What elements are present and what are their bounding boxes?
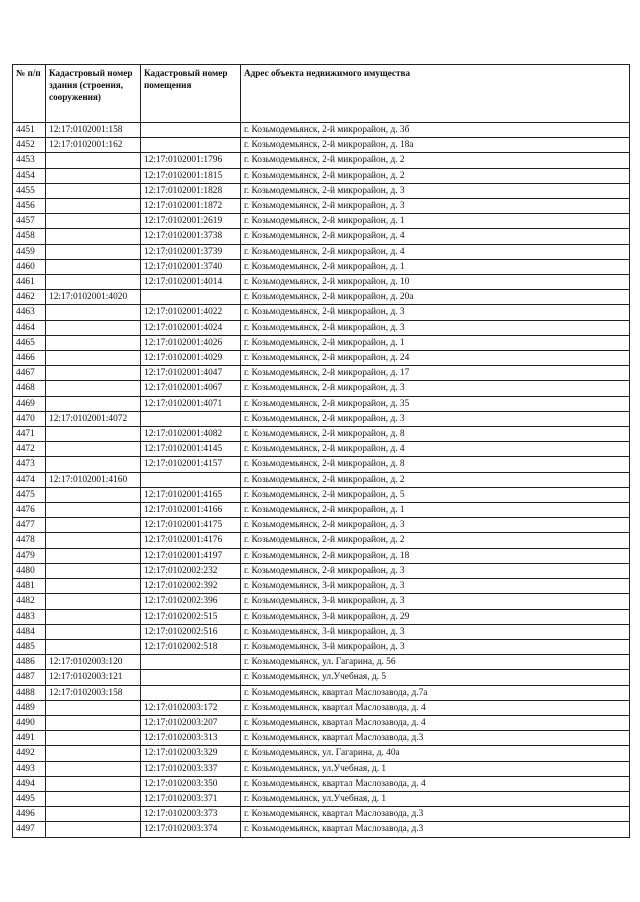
building-cadastral-number: [46, 381, 141, 396]
address: г. Козьмодемьянск, 2-й микрорайон, д. 1: [241, 259, 630, 274]
row-number: 4472: [13, 442, 46, 457]
address: г. Козьмодемьянск, квартал Маслозавода, д.7а: [241, 685, 630, 700]
table-row: [13, 761, 630, 776]
row-number: 4470: [13, 411, 46, 426]
room-cadastral-number: 12:17:0102001:1815: [141, 168, 241, 183]
row-number: 4475: [13, 487, 46, 502]
table-row: [13, 442, 630, 457]
row-number: 4456: [13, 199, 46, 214]
table-row: [13, 715, 630, 730]
address: г. Козьмодемьянск, 2-й микрорайон, д. 18: [241, 548, 630, 563]
building-cadastral-number: [46, 731, 141, 746]
header-row: [13, 65, 630, 123]
row-number: 4489: [13, 700, 46, 715]
address: г. Козьмодемьянск, 2-й микрорайон, д. 4: [241, 229, 630, 244]
table-row: [13, 548, 630, 563]
address: г. Козьмодемьянск, 2-й микрорайон, д. 24: [241, 351, 630, 366]
room-cadastral-number: [141, 123, 241, 138]
building-cadastral-number: [46, 259, 141, 274]
row-number: 4466: [13, 351, 46, 366]
building-cadastral-number: [46, 244, 141, 259]
building-cadastral-number: [46, 503, 141, 518]
room-cadastral-number: 12:17:0102002:515: [141, 609, 241, 624]
building-cadastral-number: [46, 822, 141, 837]
building-cadastral-number: [46, 563, 141, 578]
building-cadastral-number: [46, 746, 141, 761]
address: г. Козьмодемьянск, 2-й микрорайон, д. 18а: [241, 138, 630, 153]
room-cadastral-number: 12:17:0102001:4176: [141, 533, 241, 548]
address: г. Козьмодемьянск, квартал Маслозавода, д.3: [241, 807, 630, 822]
building-cadastral-number: [46, 199, 141, 214]
building-cadastral-number: [46, 229, 141, 244]
row-number: 4454: [13, 168, 46, 183]
address: г. Козьмодемьянск, 3-й микрорайон, д. 3: [241, 594, 630, 609]
document-page: [12, 64, 630, 838]
building-cadastral-number: [46, 700, 141, 715]
row-number: 4495: [13, 791, 46, 806]
header-room-cadastral: Кадастровый номер помещения: [141, 65, 241, 123]
row-number: 4476: [13, 503, 46, 518]
building-cadastral-number: [46, 487, 141, 502]
room-cadastral-number: [141, 138, 241, 153]
building-cadastral-number: [46, 639, 141, 654]
row-number: 4452: [13, 138, 46, 153]
building-cadastral-number: [46, 761, 141, 776]
table-row: [13, 563, 630, 578]
building-cadastral-number: [46, 457, 141, 472]
room-cadastral-number: 12:17:0102001:4029: [141, 351, 241, 366]
building-cadastral-number: [46, 518, 141, 533]
address: г. Козьмодемьянск, 2-й микрорайон, д. 35: [241, 396, 630, 411]
address: г. Козьмодемьянск, 2-й микрорайон, д. 3: [241, 411, 630, 426]
room-cadastral-number: 12:17:0102001:1796: [141, 153, 241, 168]
table-row: [13, 776, 630, 791]
room-cadastral-number: 12:17:0102001:3739: [141, 244, 241, 259]
table-row: [13, 791, 630, 806]
room-cadastral-number: 12:17:0102003:373: [141, 807, 241, 822]
table-row: [13, 275, 630, 290]
row-number: 4458: [13, 229, 46, 244]
address: г. Козьмодемьянск, 2-й микрорайон, д. 3: [241, 518, 630, 533]
table-row: [13, 731, 630, 746]
room-cadastral-number: 12:17:0102001:4047: [141, 366, 241, 381]
room-cadastral-number: 12:17:0102001:4157: [141, 457, 241, 472]
room-cadastral-number: 12:17:0102003:374: [141, 822, 241, 837]
row-number: 4485: [13, 639, 46, 654]
row-number: 4465: [13, 335, 46, 350]
address: г. Козьмодемьянск, 2-й микрорайон, д. 8: [241, 457, 630, 472]
building-cadastral-number: [46, 366, 141, 381]
address: г. Козьмодемьянск, 2-й микрорайон, д. 4: [241, 244, 630, 259]
address: г. Козьмодемьянск, 2-й микрорайон, д. 4: [241, 442, 630, 457]
room-cadastral-number: 12:17:0102001:2619: [141, 214, 241, 229]
row-number: 4494: [13, 776, 46, 791]
table-row: [13, 199, 630, 214]
room-cadastral-number: 12:17:0102001:4067: [141, 381, 241, 396]
address: г. Козьмодемьянск, 2-й микрорайон, д. 3: [241, 320, 630, 335]
address: г. Козьмодемьянск, 2-й микрорайон, д. 1: [241, 503, 630, 518]
row-number: 4463: [13, 305, 46, 320]
address: г. Козьмодемьянск, ул.Учебная, д. 1: [241, 791, 630, 806]
row-number: 4461: [13, 275, 46, 290]
table-row: [13, 472, 630, 487]
table-header: [13, 65, 630, 123]
address: г. Козьмодемьянск, 2-й микрорайон, д. 2: [241, 168, 630, 183]
table-row: [13, 609, 630, 624]
room-cadastral-number: 12:17:0102001:1872: [141, 199, 241, 214]
room-cadastral-number: [141, 655, 241, 670]
building-cadastral-number: [46, 594, 141, 609]
address: г. Козьмодемьянск, 2-й микрорайон, д. 3: [241, 305, 630, 320]
building-cadastral-number: 12:17:0102001:4072: [46, 411, 141, 426]
table-row: [13, 396, 630, 411]
address: г. Козьмодемьянск, 2-й микрорайон, д. 3: [241, 563, 630, 578]
building-cadastral-number: [46, 168, 141, 183]
room-cadastral-number: 12:17:0102001:4197: [141, 548, 241, 563]
building-cadastral-number: [46, 183, 141, 198]
row-number: 4455: [13, 183, 46, 198]
building-cadastral-number: [46, 396, 141, 411]
table-row: [13, 259, 630, 274]
table-row: [13, 700, 630, 715]
building-cadastral-number: 12:17:0102003:120: [46, 655, 141, 670]
room-cadastral-number: 12:17:0102001:1828: [141, 183, 241, 198]
room-cadastral-number: [141, 685, 241, 700]
building-cadastral-number: [46, 153, 141, 168]
building-cadastral-number: [46, 335, 141, 350]
room-cadastral-number: 12:17:0102003:371: [141, 791, 241, 806]
room-cadastral-number: 12:17:0102001:4024: [141, 320, 241, 335]
building-cadastral-number: [46, 320, 141, 335]
table-row: [13, 427, 630, 442]
address: г. Козьмодемьянск, квартал Маслозавода, д. 4: [241, 715, 630, 730]
building-cadastral-number: 12:17:0102001:162: [46, 138, 141, 153]
building-cadastral-number: [46, 305, 141, 320]
table-row: [13, 655, 630, 670]
building-cadastral-number: [46, 533, 141, 548]
table-row: [13, 214, 630, 229]
building-cadastral-number: [46, 807, 141, 822]
room-cadastral-number: [141, 411, 241, 426]
row-number: 4478: [13, 533, 46, 548]
room-cadastral-number: 12:17:0102001:4166: [141, 503, 241, 518]
row-number: 4473: [13, 457, 46, 472]
row-number: 4483: [13, 609, 46, 624]
row-number: 4493: [13, 761, 46, 776]
room-cadastral-number: [141, 290, 241, 305]
address: г. Козьмодемьянск, 2-й микрорайон, д. 1: [241, 335, 630, 350]
building-cadastral-number: 12:17:0102001:4020: [46, 290, 141, 305]
table-row: [13, 183, 630, 198]
row-number: 4487: [13, 670, 46, 685]
row-number: 4453: [13, 153, 46, 168]
address: г. Козьмодемьянск, 2-й микрорайон, д. 1: [241, 214, 630, 229]
building-cadastral-number: [46, 791, 141, 806]
row-number: 4462: [13, 290, 46, 305]
row-number: 4488: [13, 685, 46, 700]
room-cadastral-number: 12:17:0102003:350: [141, 776, 241, 791]
room-cadastral-number: 12:17:0102002:396: [141, 594, 241, 609]
row-number: 4492: [13, 746, 46, 761]
address: г. Козьмодемьянск, ул.Учебная, д. 5: [241, 670, 630, 685]
table-row: [13, 168, 630, 183]
room-cadastral-number: 12:17:0102001:3738: [141, 229, 241, 244]
table-row: [13, 579, 630, 594]
table-body: [13, 123, 630, 838]
address: г. Козьмодемьянск, 2-й микрорайон, д. 2: [241, 533, 630, 548]
table-row: [13, 670, 630, 685]
room-cadastral-number: 12:17:0102003:337: [141, 761, 241, 776]
table-row: [13, 138, 630, 153]
building-cadastral-number: 12:17:0102003:158: [46, 685, 141, 700]
building-cadastral-number: [46, 715, 141, 730]
address: г. Козьмодемьянск, 2-й микрорайон, д. 17: [241, 366, 630, 381]
address: г. Козьмодемьянск, квартал Маслозавода, д. 4: [241, 700, 630, 715]
table-row: [13, 822, 630, 837]
room-cadastral-number: 12:17:0102003:172: [141, 700, 241, 715]
header-address: Адрес объекта недвижимого имущества: [241, 65, 630, 123]
row-number: 4464: [13, 320, 46, 335]
table-row: [13, 746, 630, 761]
row-number: 4469: [13, 396, 46, 411]
row-number: 4482: [13, 594, 46, 609]
table-row: [13, 351, 630, 366]
address: г. Козьмодемьянск, 3-й микрорайон, д. 3: [241, 624, 630, 639]
room-cadastral-number: 12:17:0102001:4145: [141, 442, 241, 457]
room-cadastral-number: 12:17:0102002:516: [141, 624, 241, 639]
address: г. Козьмодемьянск, квартал Маслозавода, д.3: [241, 822, 630, 837]
room-cadastral-number: 12:17:0102001:4014: [141, 275, 241, 290]
table-row: [13, 457, 630, 472]
building-cadastral-number: [46, 442, 141, 457]
row-number: 4491: [13, 731, 46, 746]
row-number: 4479: [13, 548, 46, 563]
row-number: 4451: [13, 123, 46, 138]
row-number: 4477: [13, 518, 46, 533]
row-number: 4457: [13, 214, 46, 229]
row-number: 4484: [13, 624, 46, 639]
row-number: 4496: [13, 807, 46, 822]
room-cadastral-number: 12:17:0102003:207: [141, 715, 241, 730]
table-row: [13, 290, 630, 305]
row-number: 4474: [13, 472, 46, 487]
building-cadastral-number: 12:17:0102001:158: [46, 123, 141, 138]
table-row: [13, 685, 630, 700]
address: г. Козьмодемьянск, 3-й микрорайон, д. 3: [241, 579, 630, 594]
table-row: [13, 518, 630, 533]
room-cadastral-number: 12:17:0102001:4071: [141, 396, 241, 411]
row-number: 4497: [13, 822, 46, 837]
table-row: [13, 366, 630, 381]
row-number: 4481: [13, 579, 46, 594]
address: г. Козьмодемьянск, 3-й микрорайон, д. 3: [241, 639, 630, 654]
building-cadastral-number: [46, 214, 141, 229]
row-number: 4490: [13, 715, 46, 730]
address: г. Козьмодемьянск, 2-й микрорайон, д. 3: [241, 199, 630, 214]
table-row: [13, 411, 630, 426]
address: г. Козьмодемьянск, ул. Гагарина, д. 56: [241, 655, 630, 670]
address: г. Козьмодемьянск, 2-й микрорайон, д. 8: [241, 427, 630, 442]
table-row: [13, 123, 630, 138]
building-cadastral-number: [46, 609, 141, 624]
table-row: [13, 381, 630, 396]
building-cadastral-number: [46, 776, 141, 791]
table-row: [13, 487, 630, 502]
table-row: [13, 807, 630, 822]
row-number: 4480: [13, 563, 46, 578]
building-cadastral-number: [46, 275, 141, 290]
table-row: [13, 320, 630, 335]
building-cadastral-number: 12:17:0102003:121: [46, 670, 141, 685]
building-cadastral-number: [46, 624, 141, 639]
address: г. Козьмодемьянск, квартал Маслозавода, д.3: [241, 731, 630, 746]
room-cadastral-number: [141, 670, 241, 685]
cadastral-registry-table: [12, 64, 630, 838]
address: г. Козьмодемьянск, квартал Маслозавода, д. 4: [241, 776, 630, 791]
table-row: [13, 305, 630, 320]
table-row: [13, 335, 630, 350]
address: г. Козьмодемьянск, 2-й микрорайон, д. 2: [241, 153, 630, 168]
table-row: [13, 533, 630, 548]
building-cadastral-number: [46, 427, 141, 442]
address: г. Козьмодемьянск, 2-й микрорайон, д. 5: [241, 487, 630, 502]
table-row: [13, 153, 630, 168]
address: г. Козьмодемьянск, 2-й микрорайон, д. 2: [241, 472, 630, 487]
room-cadastral-number: 12:17:0102002:392: [141, 579, 241, 594]
room-cadastral-number: 12:17:0102003:329: [141, 746, 241, 761]
room-cadastral-number: 12:17:0102002:232: [141, 563, 241, 578]
building-cadastral-number: [46, 548, 141, 563]
room-cadastral-number: 12:17:0102001:4165: [141, 487, 241, 502]
room-cadastral-number: 12:17:0102001:3740: [141, 259, 241, 274]
row-number: 4459: [13, 244, 46, 259]
table-row: [13, 594, 630, 609]
room-cadastral-number: 12:17:0102002:518: [141, 639, 241, 654]
address: г. Козьмодемьянск, 3-й микрорайон, д. 29: [241, 609, 630, 624]
room-cadastral-number: 12:17:0102001:4022: [141, 305, 241, 320]
header-number: № п/п: [13, 65, 46, 123]
row-number: 4468: [13, 381, 46, 396]
address: г. Козьмодемьянск, 2-й микрорайон, д. 3: [241, 381, 630, 396]
address: г. Козьмодемьянск, 2-й микрорайон, д. 3б: [241, 123, 630, 138]
room-cadastral-number: 12:17:0102003:313: [141, 731, 241, 746]
header-building-cadastral: Кадастровый номер здания (строения, сооружения): [46, 65, 141, 123]
table-row: [13, 503, 630, 518]
row-number: 4471: [13, 427, 46, 442]
room-cadastral-number: 12:17:0102001:4175: [141, 518, 241, 533]
address: г. Козьмодемьянск, ул.Учебная, д. 1: [241, 761, 630, 776]
row-number: 4467: [13, 366, 46, 381]
address: г. Козьмодемьянск, 2-й микрорайон, д. 3: [241, 183, 630, 198]
room-cadastral-number: 12:17:0102001:4082: [141, 427, 241, 442]
building-cadastral-number: [46, 579, 141, 594]
room-cadastral-number: 12:17:0102001:4026: [141, 335, 241, 350]
table-row: [13, 624, 630, 639]
address: г. Козьмодемьянск, 2-й микрорайон, д. 10: [241, 275, 630, 290]
building-cadastral-number: 12:17:0102001:4160: [46, 472, 141, 487]
row-number: 4460: [13, 259, 46, 274]
table-row: [13, 244, 630, 259]
table-row: [13, 229, 630, 244]
address: г. Козьмодемьянск, ул. Гагарина, д. 40а: [241, 746, 630, 761]
row-number: 4486: [13, 655, 46, 670]
address: г. Козьмодемьянск, 2-й микрорайон, д. 20а: [241, 290, 630, 305]
table-row: [13, 639, 630, 654]
room-cadastral-number: [141, 472, 241, 487]
building-cadastral-number: [46, 351, 141, 366]
